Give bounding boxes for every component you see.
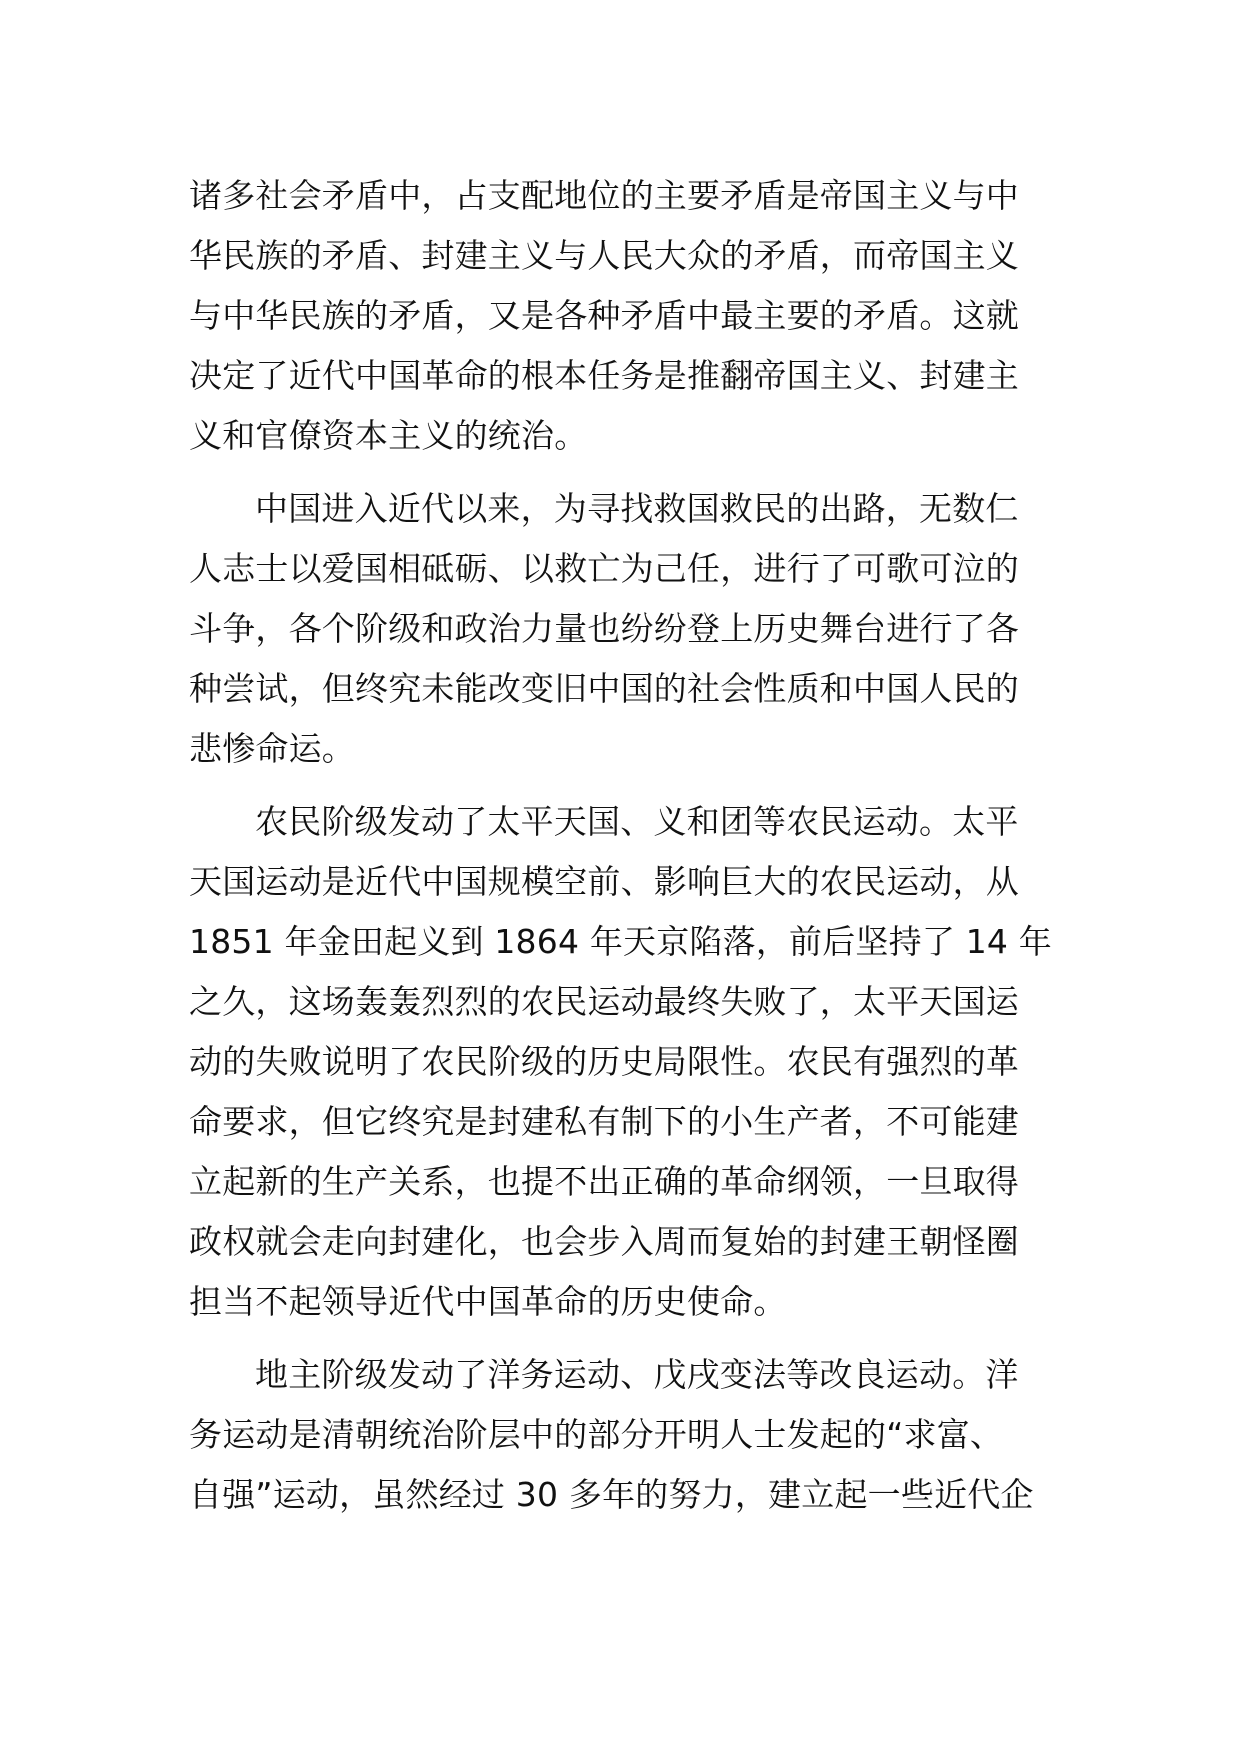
text-line: 务运动是清朝统治阶层中的部分开明人士发起的“求富、 bbox=[189, 1415, 1004, 1454]
paragraph-first-line: 地主阶级发动了洋务运动、戊戌变法等改良运动。洋 bbox=[255, 1355, 1019, 1394]
paragraph-first-line: 中国进入近代以来，为寻找救国救民的出路，无数仁 bbox=[255, 489, 1019, 528]
paragraph-first-line: 农民阶级发动了太平天国、义和团等农民运动。太平 bbox=[255, 802, 1019, 841]
text-line: 之久，这场轰轰烈烈的农民运动最终失败了，太平天国运 bbox=[189, 982, 1019, 1021]
text-line: 悲惨命运。 bbox=[189, 729, 355, 768]
text-line: 义和官僚资本主义的统治。 bbox=[189, 416, 588, 455]
text-line: 立起新的生产关系，也提不出正确的革命纲领，一旦取得 bbox=[189, 1162, 1019, 1201]
text-line: 政权就会走向封建化，也会步入周而复始的封建王朝怪圈 bbox=[189, 1222, 1019, 1261]
text-line: 诸多社会矛盾中，占支配地位的主要矛盾是帝国主义与中 bbox=[189, 176, 1019, 215]
text-line: 决定了近代中国革命的根本任务是推翻帝国主义、封建主 bbox=[189, 356, 1019, 395]
text-line: 自强”运动，虽然经过 30 多年的努力，建立起一些近代企 bbox=[189, 1475, 1034, 1514]
text-line: 斗争，各个阶级和政治力量也纷纷登上历史舞台进行了各 bbox=[189, 609, 1019, 648]
text-line: 1851 年金田起义到 1864 年天京陷落，前后坚持了 14 年 bbox=[189, 922, 1053, 961]
text-line: 与中华民族的矛盾，又是各种矛盾中最主要的矛盾。这就 bbox=[189, 296, 1019, 335]
text-line: 担当不起领导近代中国革命的历史使命。 bbox=[189, 1282, 787, 1321]
text-line: 天国运动是近代中国规模空前、影响巨大的农民运动，从 bbox=[189, 862, 1019, 901]
text-line: 命要求，但它终究是封建私有制下的小生产者，不可能建 bbox=[189, 1102, 1019, 1141]
text-line: 动的失败说明了农民阶级的历史局限性。农民有强烈的革 bbox=[189, 1042, 1019, 1081]
text-line: 人志士以爱国相砥砺、以救亡为己任，进行了可歌可泣的 bbox=[189, 549, 1019, 588]
text-line: 种尝试，但终究未能改变旧中国的社会性质和中国人民的 bbox=[189, 669, 1019, 708]
text-line: 华民族的矛盾、封建主义与人民大众的矛盾，而帝国主义 bbox=[189, 236, 1019, 275]
